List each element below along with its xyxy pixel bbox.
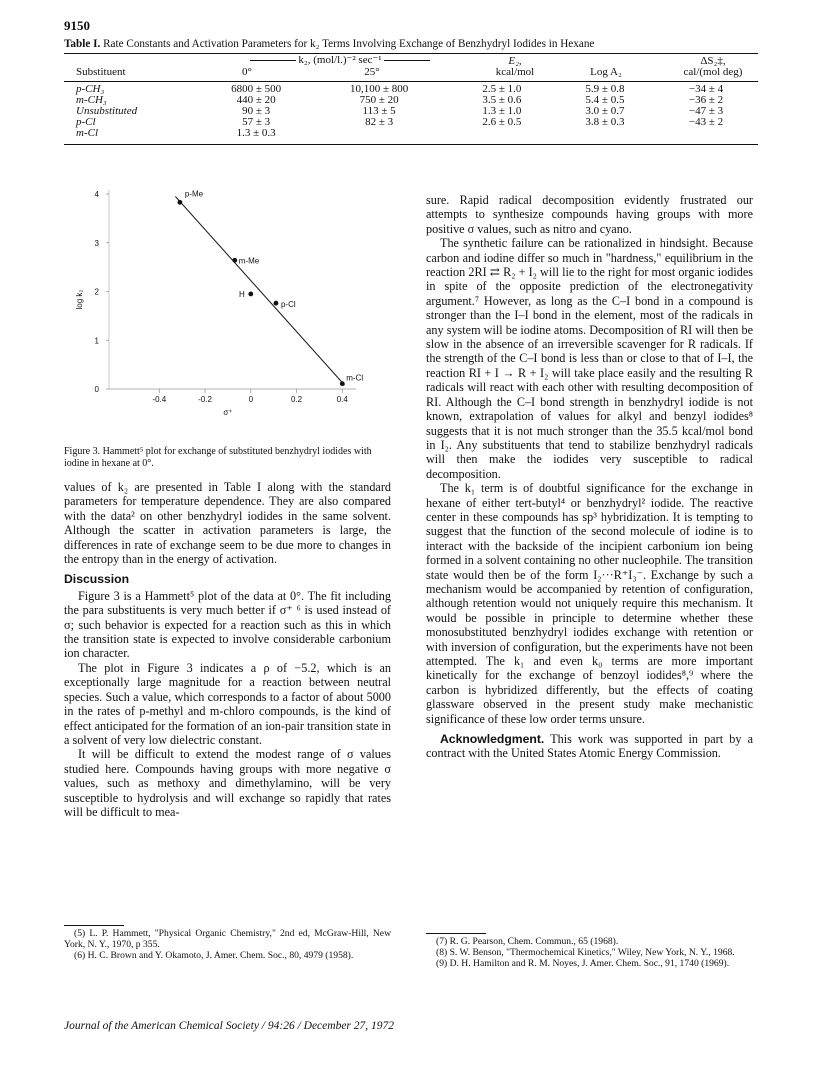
table-cell-sub: p-CH₃ [76, 83, 105, 95]
table-cell-ea: 2.5 ± 1.0 [482, 83, 522, 95]
group-header-text: k₂, (mol/l.)⁻² sec⁻¹ [298, 54, 382, 66]
left-para-2: Figure 3 is a Hammett⁵ plot of the data at 0°. The fit including the para substituents is very much better if σ⁺ ⁶ is used instead of σ; such behavior is expected for a reaction such as this in which the transition state is expected to involve considerable carbonium ion character. [64, 588, 391, 661]
table-cell-loga: 3.0 ± 0.7 [585, 105, 625, 117]
table-caption-text: Rate Constants and Activation Parameters for k₂ Terms Involving Exchange of Benzhydryl Iodides in Hexane [103, 38, 595, 50]
x-tick-label: 0 [248, 395, 254, 404]
x-tick-label: -0.4 [152, 395, 167, 404]
data-table [64, 84, 758, 139]
table-cell-k25 [310, 128, 448, 139]
table-row [64, 128, 758, 139]
table-cell-loga [556, 128, 654, 139]
point-label: H [239, 289, 245, 299]
header-0deg: 0° [242, 66, 252, 78]
page-number: 9150 [64, 18, 90, 33]
left-footnotes [64, 928, 391, 962]
right-para-3: The k₁ term is of doubtful significance for the exchange in hexane of either tert-butyl⁴ or benzhydryl² iodide. The reactive center in these compounds has sp³ hybridization. It is tempting to suggest that the function of the second molecule of iodine is to interact with the backside of the incipient carbonium ion being formed in a solvent containing no other nucleophile. The transition state would then be of the form I₂···R⁺I₃⁻. Exchange by such a mechanism would be accompanied by retention of configuration, although retention would not uniquely require this mechanism. It would be possible in principle to determine whether these monosubstituted benzhydryl iodides exchange with retention or with inversion of configuration, but the experiments have not been attempted. The k₁ and even k₀ terms are more important kinetically for the exchange of benzoyl iodides⁸,⁹ where the carbon is hybridized differently, but the effects of coating glassware observed in the present study make mechanistic significance of these low order terms unsure. [426, 481, 753, 726]
table-cell-k25: 750 ± 20 [359, 94, 399, 106]
table-cell-ea [448, 128, 556, 139]
footnote-5: (5) L. P. Hammett, "Physical Organic Chemistry," 2nd ed, McGraw-Hill, New York, N. Y., 1970, p 355. [64, 928, 391, 951]
footnote-7: (7) R. G. Pearson, Chem. Commun., 65 (1968). [436, 936, 619, 947]
figure-caption: Figure 3. Hammett⁵ plot for exchange of substituted benzhydryl iodides with iodine in hexane at 0°. [64, 446, 372, 469]
table-cell-loga: 5.4 ± 0.5 [585, 94, 625, 106]
point-label: m-Me [238, 256, 260, 266]
y-tick-label: 0 [94, 385, 99, 394]
table-cell-ds: −47 ± 3 [688, 105, 724, 117]
x-axis-label: σ⁺ [223, 408, 233, 417]
data-point [274, 301, 279, 306]
table-top-rule [64, 53, 758, 54]
hammett-plot [64, 186, 394, 446]
table-cell-ds [654, 128, 758, 139]
table-cell-ds: −36 ± 2 [688, 94, 724, 106]
left-column [64, 480, 391, 819]
header-ea-line1: E₂, [508, 55, 522, 67]
footnote-8: (8) S. W. Benson, "Thermochemical Kinetics," Wiley, New York, N. Y., 1968. [436, 947, 735, 959]
y-tick-label: 3 [94, 238, 99, 248]
header-loga: Log A₂ [590, 66, 622, 78]
table-row [64, 106, 758, 117]
table-cell-ea: 3.5 ± 0.6 [482, 94, 522, 106]
table-cell-ds: −34 ± 4 [688, 83, 724, 95]
table-header-rule [64, 81, 758, 82]
point-label: p-Me [184, 189, 204, 199]
fit-line [175, 196, 344, 385]
table-cell-k0: 57 ± 3 [242, 116, 271, 128]
table-cell-loga: 5.9 ± 0.8 [585, 83, 625, 95]
x-tick-label: -0.2 [198, 395, 212, 404]
data-point [232, 258, 237, 263]
footnote-9: (9) D. H. Hamilton and R. M. Noyes, J. Amer. Chem. Soc., 91, 1740 (1969). [436, 958, 730, 970]
y-tick-label: 1 [94, 336, 99, 346]
footnote-6: (6) H. C. Brown and Y. Okamoto, J. Amer. Chem. Soc., 80, 4979 (1958). [74, 950, 354, 962]
left-footnote-rule [64, 925, 124, 926]
table-cell-k0: 1.3 ± 0.3 [236, 127, 276, 139]
y-tick-label: 4 [94, 190, 99, 199]
right-para-2: The synthetic failure can be rationalized in hindsight. Because carbon and iodine differ so much in "hardness," equilibrium in the reaction 2RI ⇄ R₂ + I₂ will lie to the right for most organic iodides in spite of the opposite prediction of the electronegativity argument.⁷ However, as long as the C–I bond in a compound is stronger than the I–I bond in the element, most of the radicals in any system will be iodine atoms. Decomposition of RI will then be slow in the absence of an irreversible scavenger for R radicals. If the strength of the C–I bond is less than or close to that of I–I, the reaction RI + I → R + I₂ will take place easily and the resulting R radicals will react with each other with resulting decomposition of RI. Although the C–I bond strength in benzhydryl iodide is not known, extrapolation of values for alkyl and benzyl iodides⁸ suggests that it is not much stronger than the 35.5 kcal/mol bond in I₂. Any substituents that tend to stabilize benzhydryl radicals will then make the iodides very susceptible to radical decomposition. [426, 236, 753, 481]
y-axis-label: log k₂ [75, 289, 84, 310]
table-cell-k25: 82 ± 3 [365, 116, 394, 128]
table-cell-k0: 90 ± 3 [242, 105, 271, 117]
table-caption-label: Table I. [64, 38, 101, 50]
left-para-4: It will be difficult to extend the modest range of σ values studied here. Compounds having groups with more negative σ values, such as methoxy and dimethylamino, will be very susceptible to hydrolysis and will exchange so rapidly that rates will be difficult to mea- [64, 747, 391, 819]
right-para-1: sure. Rapid radical decomposition evidently frustrated our attempts to synthesize compounds having groups with more positive σ values, such as nitro and cyano. [426, 193, 753, 236]
table-cell-sub: m-Cl [76, 127, 98, 139]
table-cell-loga: 3.8 ± 0.3 [585, 116, 625, 128]
table-caption [64, 38, 764, 50]
journal-footer: Journal of the American Chemical Society / 94:26 / December 27, 1972 [64, 1020, 395, 1032]
table-bottom-rule [64, 144, 758, 145]
ack-label: Acknowledgment. [440, 732, 545, 747]
ack-text: This work was supported in part by a contract with the United States Atomic Energy Commission. [426, 732, 754, 761]
table-cell-ea: 1.3 ± 1.0 [482, 105, 522, 117]
table-group-header [230, 55, 450, 66]
table-cell-sub: Unsubstituted [76, 105, 138, 117]
x-tick-label: 0.4 [336, 395, 348, 404]
table-cell-sub: p-Cl [76, 116, 96, 128]
acknowledgment [426, 732, 753, 761]
header-ds-line1: ΔS₂‡, [700, 55, 726, 67]
table-cell-sub: m-CH₃ [76, 94, 107, 106]
right-footnotes [426, 936, 753, 970]
header-ds-line2: cal/(mol deg) [683, 66, 743, 78]
left-para-1: values of k₂ are presented in Table I along with the standard parameters for temperature dependence. They are also compared with the data² on other benzhydryl iodides in the same solvent. Although the scatter in activation parameters is large, the differences in rate of exchange seem to be due more to changes in the entropy than in the energy of activation. [64, 480, 391, 567]
header-25deg: 25° [364, 66, 380, 78]
table-row [64, 117, 758, 128]
data-point [177, 200, 182, 205]
table-cell-k0: 440 ± 20 [236, 94, 276, 106]
y-tick-label: 2 [94, 287, 99, 297]
header-substituent: Substituent [76, 66, 126, 78]
header-ea-line2: kcal/mol [495, 66, 535, 78]
table-cell-k25: 10,100 ± 800 [349, 83, 409, 95]
x-tick-label: 0.2 [290, 395, 303, 404]
table-row [64, 84, 758, 95]
table-row [64, 95, 758, 106]
data-point [248, 292, 253, 297]
table-cell-k25: 113 ± 5 [362, 105, 396, 117]
discussion-heading: Discussion [64, 572, 130, 587]
data-point [340, 381, 345, 386]
table-cell-ds: −43 ± 2 [688, 116, 724, 128]
point-label: m-Cl [346, 373, 364, 383]
table-cell-ea: 2.6 ± 0.5 [482, 116, 522, 128]
right-footnote-rule [426, 933, 486, 934]
point-label: p-Cl [280, 300, 296, 310]
right-column [426, 193, 753, 761]
left-para-3: The plot in Figure 3 indicates a ρ of −5.2, which is an exceptionally large magnitude for a reaction between neutral species. Such a value, which corresponds to a factor of about 5000 in the rates of p-methyl and m-chloro compounds, is the kind of effect anticipated for the formation of an ion-pair transition state in a solvent of very low dielectric constant. [64, 660, 391, 747]
table-cell-k0: 6800 ± 500 [231, 83, 282, 95]
